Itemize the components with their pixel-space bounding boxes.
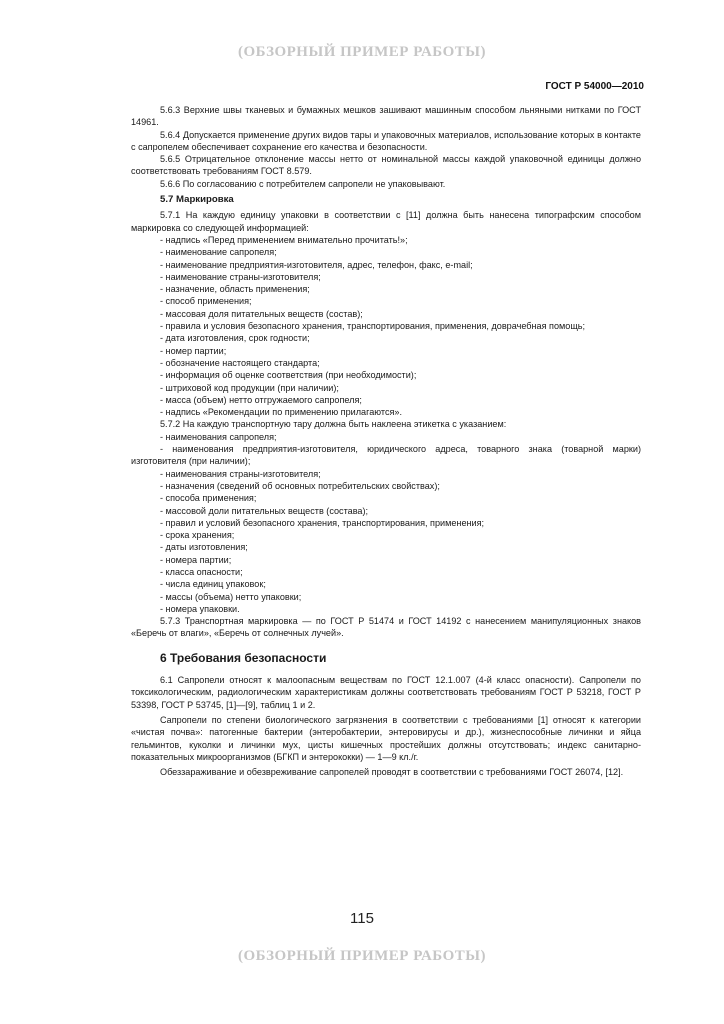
document-body <box>131 104 641 778</box>
list-item: - способ применения; <box>160 296 252 307</box>
list-item: - наименования страны-изготовителя; <box>160 468 321 479</box>
clause-6-1: 6.1 Сапропели относят к малоопасным веществам по ГОСТ 12.1.007 (4-й класс опасности). Сапропели по токсикологическим, радиологическим характеристикам должны соответствовать требованиям ГОСТ Р 53218, ГОСТ Р 53398, ГОСТ Р 53745, [1]—[9], таблиц 1 и 2. <box>131 675 641 710</box>
list-item: - правил и условий безопасного хранения, транспортирования, применения; <box>160 517 485 528</box>
list-item: - назначения (сведений об основных потребительских свойствах); <box>160 480 440 491</box>
clause-5-6-5: 5.6.5 Отрицательное отклонение массы нетто от номинальной массы каждой упаковочной единицы должно соответствовать требованиям ГОСТ 8.579. <box>131 154 641 177</box>
list-item: - назначение, область применения; <box>160 284 310 295</box>
list-item: - класса опасности; <box>160 566 243 577</box>
paragraph-biological-contamination: Сапропели по степени биологического загрязнения в соответствии с требованиями [1] относят к категории «чистая почва»: патогенные бактерии (энтеробактерии, энтеровирусы и др.), жизнеспособные личинки и яйца гельминтов, куколки и личинки мух, цисты кишечных простейших должны отсутствовать; индекс санитарно-показательных микроорганизмов (БГКП и энтерококки) — 1—9 кл./г. <box>131 714 641 762</box>
clause-5-7-1: 5.7.1 На каждую единицу упаковки в соответствии с [11] должна быть нанесена типографским способом маркировка со следующей информацией: <box>131 210 641 233</box>
clause-5-7-3: 5.7.3 Транспортная маркировка — по ГОСТ Р 51474 и ГОСТ 14192 с нанесением манипуляционных знаков «Беречь от влаги», «Беречь от солнечных лучей». <box>131 616 641 639</box>
section-heading-6: 6 Требования безопасности <box>160 650 327 665</box>
list-item: - дата изготовления, срок годности; <box>160 333 310 344</box>
list-item: - числа единиц упаковок; <box>160 579 266 590</box>
list-item: - наименования сапропеля; <box>160 431 277 442</box>
watermark-bottom: (ОБЗОРНЫЙ ПРИМЕР РАБОТЫ) <box>237 948 486 964</box>
marking-list <box>131 234 641 418</box>
list-item: - номера партии; <box>160 554 232 565</box>
list-item: - масса (объем) нетто отгружаемого сапропеля; <box>160 394 362 405</box>
clause-5-6-6: 5.6.6 По согласованию с потребителем сапропели не упаковывают. <box>160 178 446 189</box>
list-item: - обозначение настоящего стандарта; <box>160 357 320 368</box>
list-item: - наименования предприятия-изготовителя, юридического адреса, товарного знака (товарной марки) изготовителя (при наличии); <box>131 444 641 467</box>
list-item: - массовой доли питательных веществ (состава); <box>160 505 369 516</box>
label-list <box>131 431 641 615</box>
page-number: 115 <box>350 910 374 927</box>
list-item: - способа применения; <box>160 493 257 504</box>
list-item: - срока хранения; <box>160 530 235 541</box>
list-item: - надпись «Перед применением внимательно прочитать!»; <box>160 234 408 245</box>
list-item: - наименование страны-изготовителя; <box>160 271 321 282</box>
list-item: - наименование сапропеля; <box>160 247 277 258</box>
list-item: - массы (объема) нетто упаковки; <box>160 591 302 602</box>
list-item: - правила и условия безопасного хранения, транспортирования, применения, доврачебная помощь; <box>160 321 586 332</box>
watermark-top: (ОБЗОРНЫЙ ПРИМЕР РАБОТЫ) <box>237 44 486 60</box>
list-item: - информация об оценке соответствия (при необходимости); <box>160 370 417 381</box>
clause-5-7-2: 5.7.2 На каждую транспортную тару должна быть наклеена этикетка с указанием: <box>160 419 507 430</box>
document-id: ГОСТ Р 54000—2010 <box>545 81 644 92</box>
clause-5-6-3: 5.6.3 Верхние швы тканевых и бумажных мешков зашивают машинным способом льняными нитками по ГОСТ 14961. <box>131 105 641 128</box>
list-item: - номер партии; <box>160 345 227 356</box>
paragraph-disinfection: Обеззараживание и обезвреживание сапропелей проводят в соответствии с требованиями ГОСТ 26074, [12]. <box>160 767 624 778</box>
list-item: - даты изготовления; <box>160 542 248 553</box>
section-heading-5-7: 5.7 Маркировка <box>160 194 234 206</box>
list-item: - номера упаковки. <box>160 603 240 614</box>
list-item: - массовая доля питательных веществ (состав); <box>160 308 363 319</box>
list-item: - штриховой код продукции (при наличии); <box>160 382 339 393</box>
clause-5-6-4: 5.6.4 Допускается применение других видов тары и упаковочных материалов, использование которых в контакте с сапропелем обеспечивает сохранение его качества и безопасности. <box>131 129 641 152</box>
list-item: - надпись «Рекомендации по применению прилагаются». <box>160 407 403 418</box>
list-item: - наименование предприятия-изготовителя, адрес, телефон, факс, e-mail; <box>160 259 473 270</box>
